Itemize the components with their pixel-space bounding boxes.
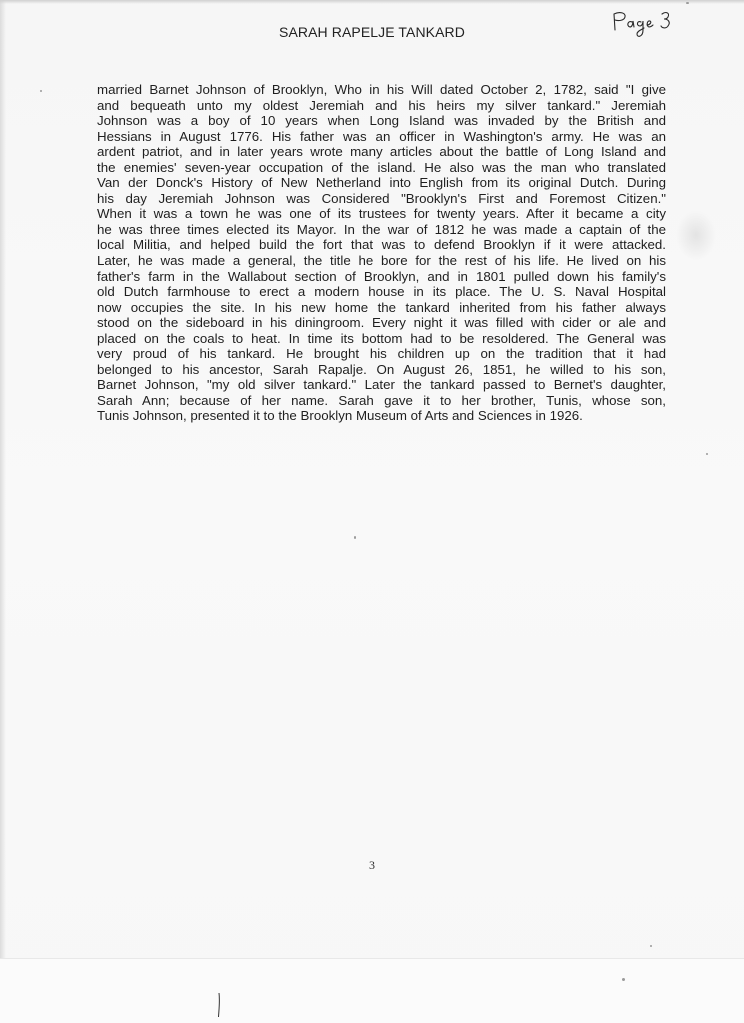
body-line: ardent patriot, and in later years wrote many articles about the battle of Long Island and — [97, 144, 666, 160]
body-line: married Barnet Johnson of Brooklyn, Who in his Will dated October 2, 1782, said "I give — [97, 82, 666, 97]
scan-speck — [650, 945, 652, 947]
body-line: Later, he was made a general, the title he bore for the rest of his life. He lived on his — [97, 253, 666, 269]
scan-speck — [622, 978, 625, 981]
body-line: father's farm in the Wallabout section of Brooklyn, and in 1801 pulled down his family's — [97, 268, 666, 284]
body-line: the enemies' seven-year occupation of the island. He also was the man who translated — [97, 159, 666, 175]
scan-speck — [40, 90, 42, 92]
body-line: placed on the coals to heat. In time its bottom had to be resoldered. The General was — [97, 330, 666, 346]
scan-speck — [686, 2, 689, 4]
document-body — [97, 82, 666, 424]
handwritten-page-3-image — [610, 6, 680, 42]
scanner-band — [0, 958, 744, 1023]
body-line: local Militia, and helped build the fort that was to defend Brooklyn if it were attacked. — [97, 237, 666, 253]
body-line: Tunis Johnson, presented it to the Brooklyn Museum of Arts and Sciences in 1926. — [97, 408, 583, 424]
handwritten-page-annotation — [610, 6, 680, 42]
body-line: very proud of his tankard. He brought his children up on the tradition that it had — [97, 346, 666, 362]
scan-edge-top — [0, 0, 744, 4]
scan-speck — [354, 536, 356, 539]
scan-speck — [706, 453, 708, 455]
body-line: belonged to his ancestor, Sarah Rapalje. On August 26, 1851, he willed to his son, — [97, 361, 666, 377]
body-line: now occupies the site. In his new home the tankard inherited from his father always — [97, 299, 666, 315]
body-line: he was three times elected its Mayor. In the war of 1812 he was made a captain of the — [97, 221, 666, 237]
smudge-mark — [676, 210, 716, 260]
stray-pen-mark — [218, 993, 220, 1017]
body-line: Van der Donck's History of New Netherland into English from its original Dutch. During — [97, 175, 666, 191]
body-line: stood on the sideboard in his diningroom. Every night it was filled with cider or ale and — [97, 315, 666, 331]
scan-edge-left — [0, 0, 6, 1023]
body-line: Johnson was a boy of 10 years when Long Island was invaded by the British and — [97, 113, 666, 129]
body-line: When it was a town he was one of its trustees for twenty years. After it became a city — [97, 206, 666, 222]
body-line: Hessians in August 1776. His father was an officer in Washington's army. He was an — [97, 128, 666, 144]
body-line: and bequeath unto my oldest Jeremiah and his heirs my silver tankard." Jeremiah — [97, 97, 666, 113]
body-line: old Dutch farmhouse to erect a modern house in its place. The U. S. Naval Hospital — [97, 284, 666, 300]
body-line: Barnet Johnson, "my old silver tankard." Later the tankard passed to Bernet's daughter, — [97, 377, 666, 393]
body-line: Sarah Ann; because of her name. Sarah gave it to her brother, Tunis, whose son, — [97, 392, 666, 408]
body-line: his day Jeremiah Johnson was Considered "Brooklyn's First and Foremost Citizen." — [97, 190, 666, 206]
page-number: 3 — [369, 858, 375, 872]
document-title: SARAH RAPELJE TANKARD — [279, 24, 465, 40]
